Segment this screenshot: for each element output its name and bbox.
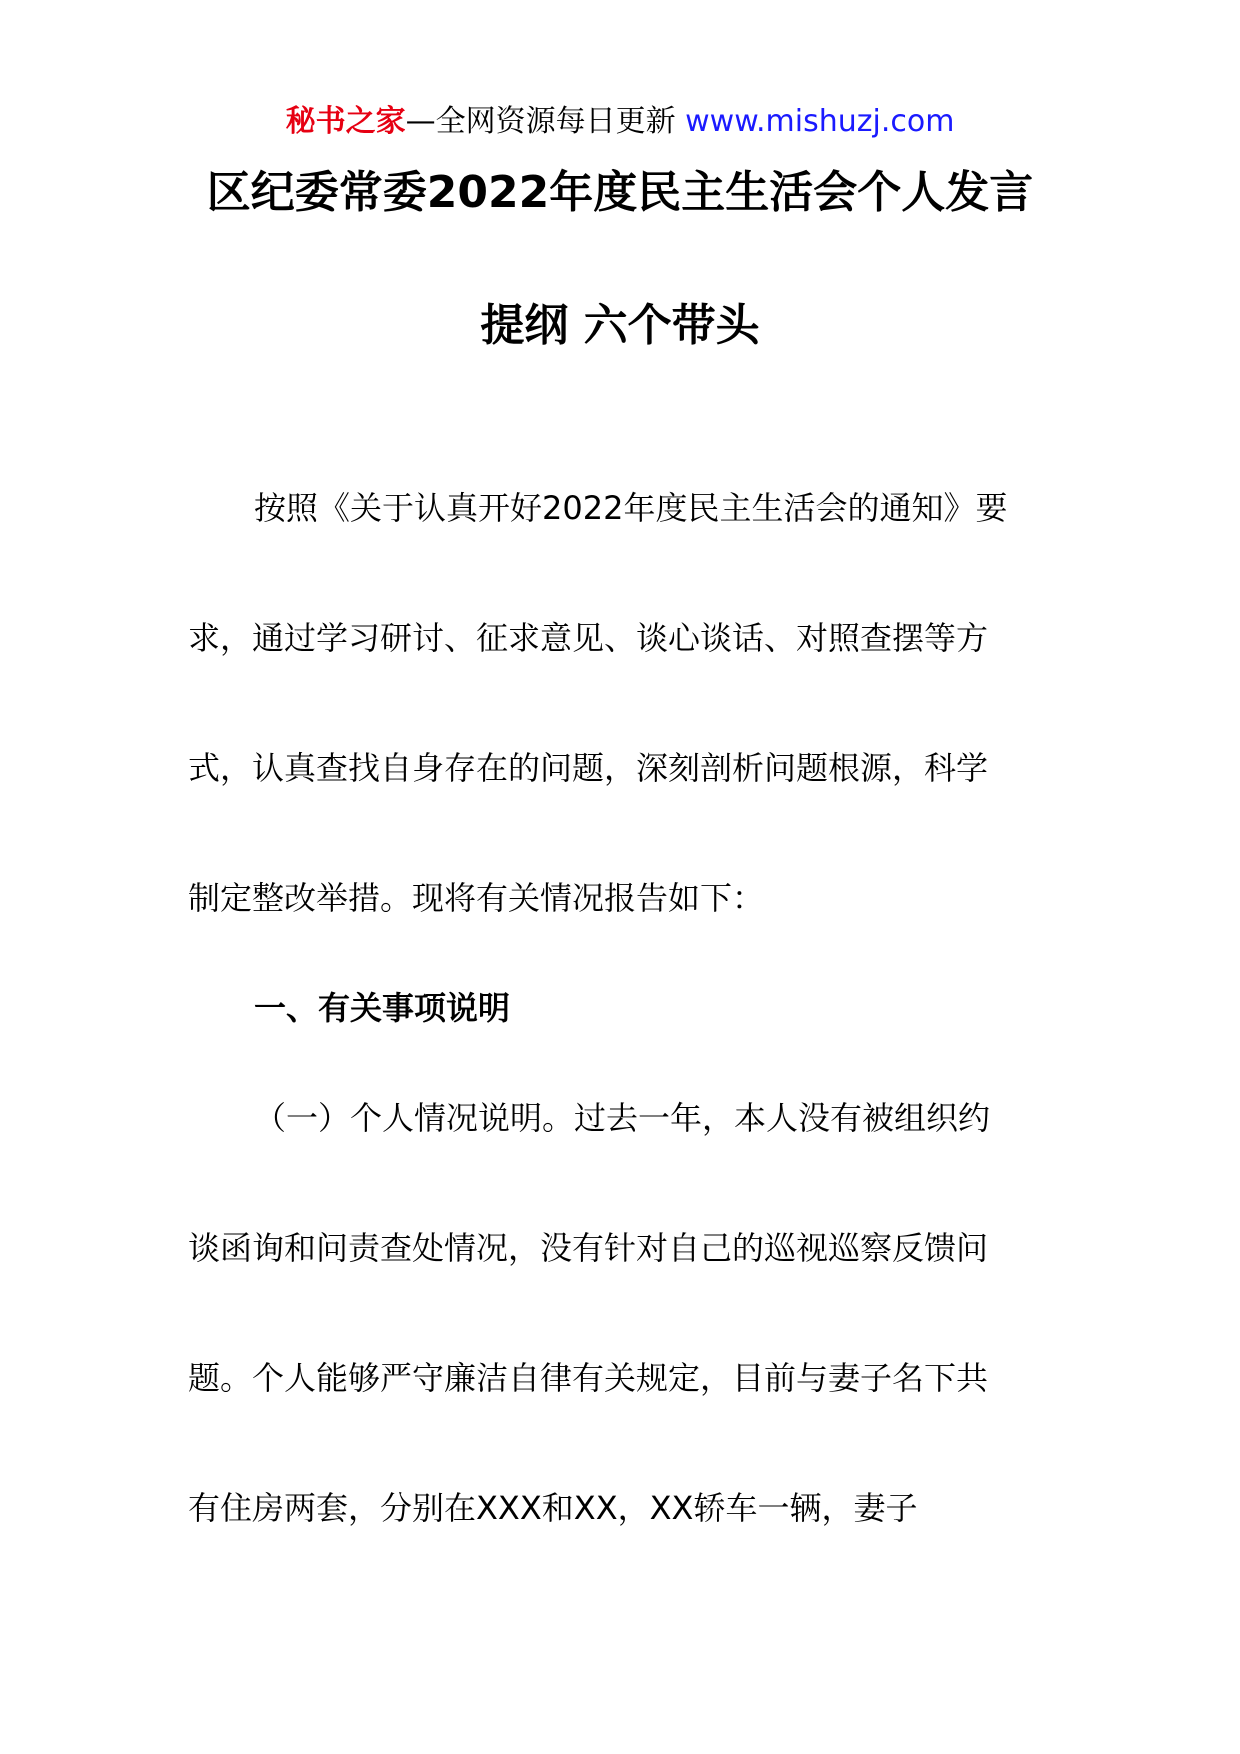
paragraph-line: 求，通过学习研讨、征求意见、谈心谈话、对照查摆等方 — [188, 619, 989, 657]
site-tagline: —全网资源每日更新 — [405, 104, 676, 139]
site-url-link[interactable]: www.mishuzj.com — [685, 104, 955, 139]
paragraph-line: 题。个人能够严守廉洁自律有关规定，目前与妻子名下共 — [188, 1359, 989, 1397]
document-title-line-1: 区纪委常委2022年度民主生活会个人发言 — [206, 167, 1034, 218]
paragraph-line: 谈函询和问责查处情况，没有针对自己的巡视巡察反馈问 — [188, 1229, 989, 1267]
paragraph-line: 式，认真查找自身存在的问题，深刻剖析问题根源，科学 — [188, 749, 989, 787]
site-header — [0, 102, 1240, 142]
paragraph-line: （一）个人情况说明。过去一年，本人没有被组织约 — [254, 1099, 991, 1137]
document-title-line-2: 提纲 六个带头 — [480, 300, 760, 351]
paragraph-line: 按照《关于认真开好2022年度民主生活会的通知》要 — [254, 489, 1008, 527]
paragraph-line: 有住房两套，分别在XXX和XX，XX轿车一辆，妻子 — [188, 1489, 918, 1527]
section-heading: 一、有关事项说明 — [254, 989, 511, 1027]
paragraph-line: 制定整改举措。现将有关情况报告如下： — [188, 879, 765, 917]
site-brand: 秘书之家 — [285, 104, 406, 139]
